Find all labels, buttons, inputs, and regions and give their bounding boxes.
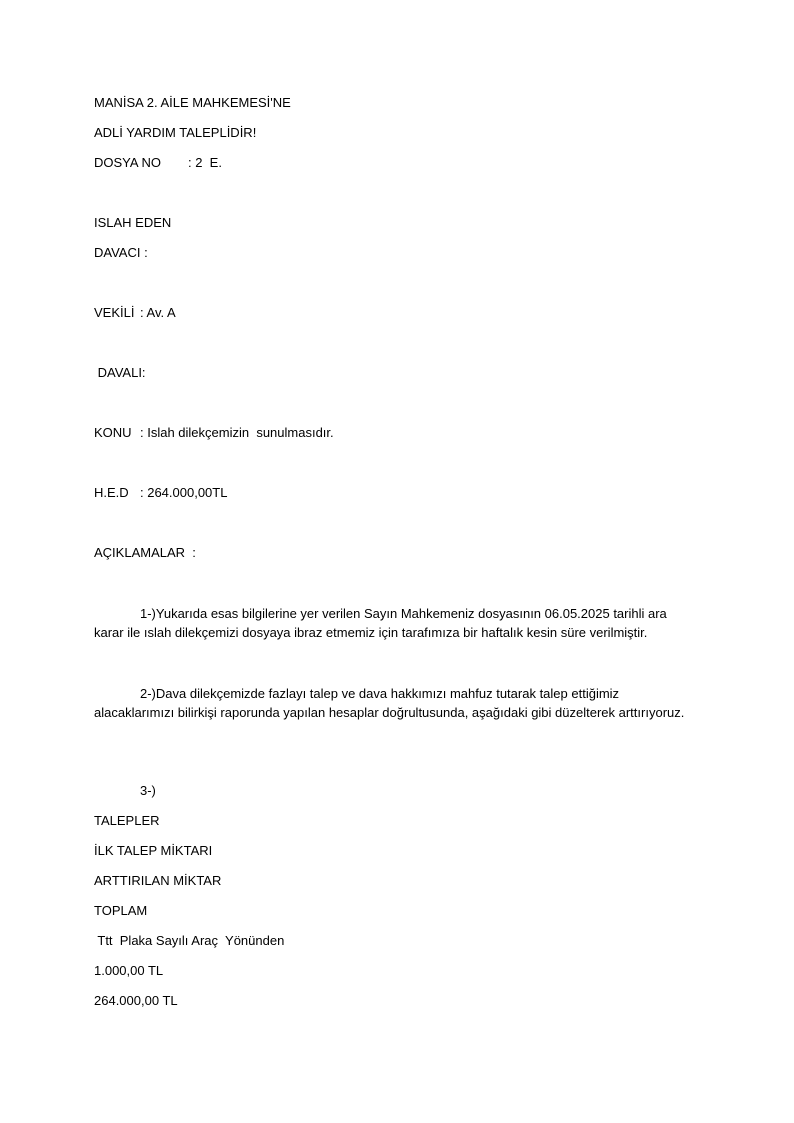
amount-row <box>94 484 227 502</box>
attorney-value: : Av. A <box>140 305 176 320</box>
vehicle-row-increased-amount: 264.000,00 TL <box>94 993 178 1008</box>
initial-amount-header: İLK TALEP MİKTARI <box>94 843 213 858</box>
subject-row <box>94 424 334 442</box>
requests-header: TALEPLER <box>94 813 160 828</box>
vehicle-row-label: Ttt Plaka Sayılı Araç Yönünden <box>94 933 285 948</box>
subject-value: : Islah dilekçemizin sunulmasıdır. <box>140 425 334 440</box>
file-number-row <box>94 154 222 172</box>
vehicle-row-initial-amount: 1.000,00 TL <box>94 963 164 978</box>
explanation-item-1: 1-)Yukarıda esas bilgilerine yer verilen Sayın Mahkemeniz dosyasının 06.05.2025 tarihli ara karar ile ıslah dilekçemizi dosyaya ibraz etmemiz için tarafımıza bir haftalık kesin süre verilmiştir. <box>94 606 667 640</box>
plaintiff-label: DAVACI : <box>94 245 148 260</box>
explanations-heading: AÇIKLAMALAR : <box>94 545 196 560</box>
legal-aid-notice: ADLİ YARDIM TALEPLİDİR! <box>94 125 257 140</box>
explanation-item-3: 3-) <box>140 783 156 798</box>
amending-party-label: ISLAH EDEN <box>94 215 172 230</box>
subject-label: KONU <box>94 425 132 440</box>
amount-value: : 264.000,00TL <box>140 485 228 500</box>
defendant-label: DAVALI: <box>94 365 146 380</box>
court-heading: MANİSA 2. AİLE MAHKEMESİ'NE <box>94 95 291 110</box>
file-number-value: : 2 E. <box>188 155 222 170</box>
attorney-label: VEKİLİ <box>94 305 135 320</box>
attorney-row <box>94 304 176 322</box>
increased-amount-header: ARTTIRILAN MİKTAR <box>94 873 222 888</box>
explanation-item-2: 2-)Dava dilekçemizde fazlayı talep ve dava hakkımızı mahfuz tutarak talep ettiğimiz alacaklarımızı bilirkişi raporunda yapılan hesaplar doğrultusunda, aşağıdaki gibi düzelterek arttırıyoruz. <box>94 686 685 720</box>
amount-label: H.E.D <box>94 485 129 500</box>
file-number-label: DOSYA NO <box>94 155 161 170</box>
total-header: TOPLAM <box>94 903 148 918</box>
